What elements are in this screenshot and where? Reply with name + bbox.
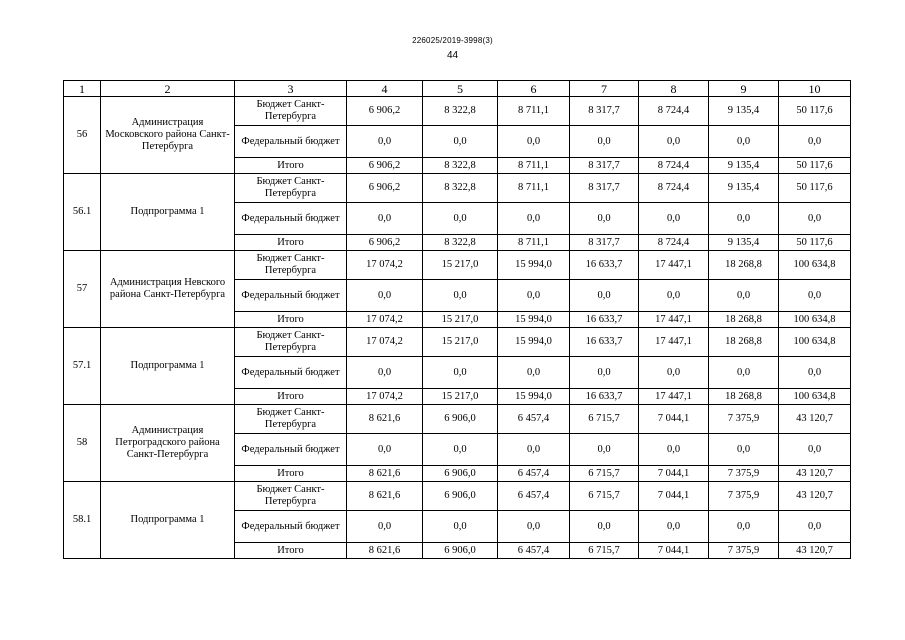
amount-cell: 8 322,8	[423, 158, 498, 174]
amount-cell: 6 906,0	[423, 482, 498, 511]
amount-cell: 0,0	[498, 126, 570, 158]
amount-cell: 0,0	[709, 511, 779, 543]
amount-cell: 0,0	[570, 434, 639, 466]
amount-cell: 100 634,8	[779, 251, 851, 280]
amount-cell: 18 268,8	[709, 251, 779, 280]
amount-cell: 0,0	[570, 203, 639, 235]
amount-cell: 50 117,6	[779, 174, 851, 203]
amount-cell: 8 724,4	[639, 97, 709, 126]
amount-cell: 7 375,9	[709, 466, 779, 482]
amount-cell: 0,0	[570, 126, 639, 158]
amount-cell: 9 135,4	[709, 235, 779, 251]
funding-source: Бюджет Санкт-Петербурга	[235, 97, 347, 126]
amount-cell: 6 715,7	[570, 466, 639, 482]
column-header-4: 4	[347, 81, 423, 97]
amount-cell: 0,0	[709, 357, 779, 389]
amount-cell: 0,0	[423, 126, 498, 158]
amount-cell: 16 633,7	[570, 251, 639, 280]
amount-cell: 0,0	[709, 280, 779, 312]
amount-cell: 0,0	[498, 203, 570, 235]
amount-cell: 7 375,9	[709, 482, 779, 511]
column-header-9: 9	[709, 81, 779, 97]
funding-source: Федеральный бюджет	[235, 126, 347, 158]
amount-cell: 17 074,2	[347, 251, 423, 280]
amount-cell: 17 074,2	[347, 312, 423, 328]
amount-cell: 15 994,0	[498, 251, 570, 280]
amount-cell: 6 906,0	[423, 543, 498, 559]
budget-table	[63, 80, 851, 559]
amount-cell: 7 375,9	[709, 405, 779, 434]
amount-cell: 17 447,1	[639, 328, 709, 357]
funding-source: Итого	[235, 235, 347, 251]
amount-cell: 0,0	[779, 280, 851, 312]
amount-cell: 6 906,0	[423, 466, 498, 482]
amount-cell: 6 457,4	[498, 405, 570, 434]
amount-cell: 15 994,0	[498, 328, 570, 357]
amount-cell: 0,0	[498, 357, 570, 389]
amount-cell: 6 715,7	[570, 482, 639, 511]
amount-cell: 8 711,1	[498, 235, 570, 251]
row-number: 57.1	[64, 328, 101, 405]
amount-cell: 8 711,1	[498, 158, 570, 174]
table-row	[64, 482, 851, 511]
amount-cell: 18 268,8	[709, 328, 779, 357]
amount-cell: 0,0	[498, 511, 570, 543]
amount-cell: 6 906,2	[347, 158, 423, 174]
table-row	[64, 174, 851, 203]
amount-cell: 15 217,0	[423, 251, 498, 280]
amount-cell: 15 994,0	[498, 312, 570, 328]
row-number: 57	[64, 251, 101, 328]
amount-cell: 43 120,7	[779, 405, 851, 434]
amount-cell: 8 322,8	[423, 97, 498, 126]
amount-cell: 8 317,7	[570, 158, 639, 174]
amount-cell: 6 457,4	[498, 466, 570, 482]
page-number: 44	[446, 50, 459, 61]
funding-source: Итого	[235, 312, 347, 328]
table-row	[64, 97, 851, 126]
amount-cell: 0,0	[347, 357, 423, 389]
amount-cell: 0,0	[779, 511, 851, 543]
amount-cell: 17 447,1	[639, 251, 709, 280]
organization-name: Администрация Петроградского района Санкт-Петербурга	[101, 405, 235, 482]
amount-cell: 50 117,6	[779, 97, 851, 126]
funding-source: Бюджет Санкт-Петербурга	[235, 482, 347, 511]
organization-name: Подпрограмма 1	[101, 174, 235, 251]
amount-cell: 9 135,4	[709, 174, 779, 203]
amount-cell: 18 268,8	[709, 389, 779, 405]
organization-name: Администрация Московского района Санкт-Петербурга	[101, 97, 235, 174]
funding-source: Федеральный бюджет	[235, 511, 347, 543]
funding-source: Бюджет Санкт-Петербурга	[235, 251, 347, 280]
table-header	[64, 81, 851, 97]
amount-cell: 6 906,2	[347, 174, 423, 203]
amount-cell: 8 711,1	[498, 174, 570, 203]
funding-source: Федеральный бюджет	[235, 203, 347, 235]
amount-cell: 43 120,7	[779, 543, 851, 559]
amount-cell: 0,0	[498, 434, 570, 466]
funding-source: Итого	[235, 543, 347, 559]
amount-cell: 50 117,6	[779, 235, 851, 251]
table-row	[64, 328, 851, 357]
amount-cell: 8 621,6	[347, 466, 423, 482]
column-header-7: 7	[570, 81, 639, 97]
amount-cell: 7 044,1	[639, 543, 709, 559]
amount-cell: 8 322,8	[423, 235, 498, 251]
amount-cell: 6 715,7	[570, 405, 639, 434]
amount-cell: 8 322,8	[423, 174, 498, 203]
amount-cell: 0,0	[347, 511, 423, 543]
column-header-5: 5	[423, 81, 498, 97]
amount-cell: 0,0	[423, 434, 498, 466]
amount-cell: 100 634,8	[779, 389, 851, 405]
column-header-8: 8	[639, 81, 709, 97]
funding-source: Бюджет Санкт-Петербурга	[235, 328, 347, 357]
organization-name: Администрация Невского района Санкт-Петербурга	[101, 251, 235, 328]
organization-name: Подпрограмма 1	[101, 482, 235, 559]
amount-cell: 0,0	[570, 357, 639, 389]
row-number: 58.1	[64, 482, 101, 559]
amount-cell: 8 621,6	[347, 405, 423, 434]
amount-cell: 43 120,7	[779, 466, 851, 482]
document-code: 226025/2019-3998(3)	[412, 36, 493, 45]
table-body	[64, 97, 851, 559]
amount-cell: 0,0	[639, 203, 709, 235]
table-row	[64, 251, 851, 280]
amount-cell: 15 994,0	[498, 389, 570, 405]
amount-cell: 0,0	[570, 511, 639, 543]
amount-cell: 15 217,0	[423, 312, 498, 328]
amount-cell: 6 457,4	[498, 482, 570, 511]
organization-name: Подпрограмма 1	[101, 328, 235, 405]
amount-cell: 0,0	[779, 357, 851, 389]
funding-source: Итого	[235, 158, 347, 174]
amount-cell: 17 074,2	[347, 328, 423, 357]
amount-cell: 0,0	[347, 203, 423, 235]
amount-cell: 0,0	[423, 511, 498, 543]
amount-cell: 16 633,7	[570, 312, 639, 328]
funding-source: Федеральный бюджет	[235, 280, 347, 312]
amount-cell: 50 117,6	[779, 158, 851, 174]
amount-cell: 9 135,4	[709, 158, 779, 174]
amount-cell: 100 634,8	[779, 328, 851, 357]
column-header-1: 1	[64, 81, 101, 97]
amount-cell: 7 044,1	[639, 405, 709, 434]
amount-cell: 8 621,6	[347, 543, 423, 559]
amount-cell: 6 906,2	[347, 235, 423, 251]
amount-cell: 8 317,7	[570, 97, 639, 126]
row-number: 56	[64, 97, 101, 174]
amount-cell: 0,0	[709, 434, 779, 466]
amount-cell: 0,0	[423, 280, 498, 312]
amount-cell: 0,0	[570, 280, 639, 312]
funding-source: Федеральный бюджет	[235, 357, 347, 389]
header-row	[64, 81, 851, 97]
column-header-6: 6	[498, 81, 570, 97]
table-row	[64, 405, 851, 434]
funding-source: Бюджет Санкт-Петербурга	[235, 405, 347, 434]
amount-cell: 6 906,2	[347, 97, 423, 126]
amount-cell: 16 633,7	[570, 389, 639, 405]
amount-cell: 9 135,4	[709, 97, 779, 126]
amount-cell: 8 724,4	[639, 158, 709, 174]
amount-cell: 17 447,1	[639, 312, 709, 328]
amount-cell: 6 457,4	[498, 543, 570, 559]
amount-cell: 0,0	[779, 126, 851, 158]
amount-cell: 0,0	[347, 126, 423, 158]
funding-source: Федеральный бюджет	[235, 434, 347, 466]
amount-cell: 6 906,0	[423, 405, 498, 434]
funding-source: Итого	[235, 466, 347, 482]
amount-cell: 0,0	[639, 357, 709, 389]
amount-cell: 15 217,0	[423, 328, 498, 357]
amount-cell: 8 317,7	[570, 235, 639, 251]
amount-cell: 8 724,4	[639, 174, 709, 203]
amount-cell: 8 711,1	[498, 97, 570, 126]
column-header-2: 2	[101, 81, 235, 97]
amount-cell: 0,0	[709, 126, 779, 158]
amount-cell: 0,0	[779, 203, 851, 235]
amount-cell: 0,0	[639, 511, 709, 543]
column-header-3: 3	[235, 81, 347, 97]
amount-cell: 43 120,7	[779, 482, 851, 511]
amount-cell: 0,0	[347, 280, 423, 312]
amount-cell: 100 634,8	[779, 312, 851, 328]
amount-cell: 16 633,7	[570, 328, 639, 357]
amount-cell: 18 268,8	[709, 312, 779, 328]
column-header-10: 10	[779, 81, 851, 97]
amount-cell: 17 447,1	[639, 389, 709, 405]
amount-cell: 0,0	[423, 203, 498, 235]
amount-cell: 8 621,6	[347, 482, 423, 511]
funding-source: Бюджет Санкт-Петербурга	[235, 174, 347, 203]
amount-cell: 7 375,9	[709, 543, 779, 559]
funding-source: Итого	[235, 389, 347, 405]
amount-cell: 0,0	[639, 280, 709, 312]
amount-cell: 17 074,2	[347, 389, 423, 405]
amount-cell: 0,0	[347, 434, 423, 466]
amount-cell: 0,0	[639, 434, 709, 466]
row-number: 58	[64, 405, 101, 482]
amount-cell: 7 044,1	[639, 466, 709, 482]
amount-cell: 0,0	[709, 203, 779, 235]
amount-cell: 0,0	[779, 434, 851, 466]
row-number: 56.1	[64, 174, 101, 251]
amount-cell: 0,0	[498, 280, 570, 312]
amount-cell: 8 317,7	[570, 174, 639, 203]
amount-cell: 15 217,0	[423, 389, 498, 405]
amount-cell: 8 724,4	[639, 235, 709, 251]
amount-cell: 0,0	[423, 357, 498, 389]
amount-cell: 0,0	[639, 126, 709, 158]
amount-cell: 7 044,1	[639, 482, 709, 511]
amount-cell: 6 715,7	[570, 543, 639, 559]
